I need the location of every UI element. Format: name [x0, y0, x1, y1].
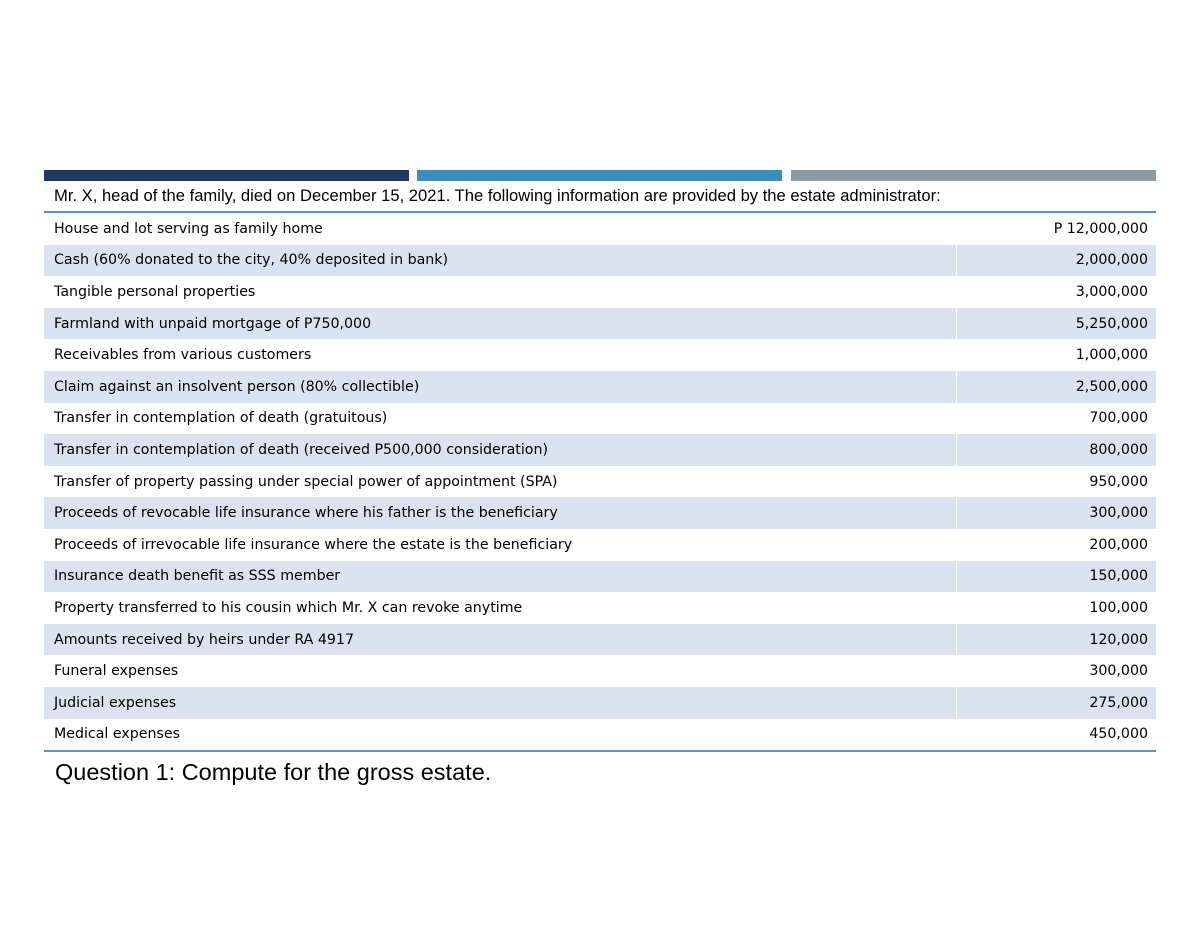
- table-row: [44, 371, 1156, 403]
- table-row: [44, 624, 1156, 656]
- table-row: [44, 655, 1156, 687]
- item-amount: 950,000: [1089, 473, 1148, 490]
- item-amount: 450,000: [1089, 726, 1148, 743]
- item-label: Transfer of property passing under special power of appointment (SPA): [54, 473, 558, 490]
- item-amount: 275,000: [956, 687, 1156, 719]
- item-amount: P 12,000,000: [1053, 220, 1148, 237]
- table-row: [44, 529, 1156, 561]
- table-row: [44, 245, 1156, 277]
- question-text: Question 1: Compute for the gross estate.: [55, 759, 492, 785]
- item-amount: 2,000,000: [956, 245, 1156, 277]
- table-row: [44, 403, 1156, 435]
- accent-bar-blue: [417, 170, 782, 181]
- table-row: [44, 213, 1156, 245]
- item-amount: 5,250,000: [956, 308, 1156, 340]
- item-label: Transfer in contemplation of death (gratuitous): [54, 410, 388, 427]
- item-amount: 300,000: [1089, 663, 1148, 680]
- item-label: House and lot serving as family home: [54, 220, 323, 237]
- table-row: [44, 561, 1156, 593]
- accent-bar-navy: [44, 170, 409, 181]
- item-label: Insurance death benefit as SSS member: [54, 568, 341, 585]
- item-amount: 700,000: [1089, 410, 1148, 427]
- estate-items-table: [44, 211, 1156, 752]
- item-label: Transfer in contemplation of death (received P500,000 consideration): [54, 441, 548, 458]
- table-row: [44, 466, 1156, 498]
- item-label: Judicial expenses: [54, 694, 177, 711]
- item-label: Tangible personal properties: [54, 283, 256, 300]
- item-amount: 3,000,000: [1075, 283, 1148, 300]
- item-label: Amounts received by heirs under RA 4917: [54, 631, 354, 648]
- item-label: Cash (60% donated to the city, 40% deposited in bank): [54, 252, 449, 269]
- table-row: [44, 276, 1156, 308]
- table-row: [44, 339, 1156, 371]
- item-label: Property transferred to his cousin which Mr. X can revoke anytime: [54, 599, 523, 616]
- item-amount: 200,000: [1089, 536, 1148, 553]
- item-amount: 100,000: [1089, 599, 1148, 616]
- item-label: Proceeds of irrevocable life insurance where the estate is the beneficiary: [54, 536, 573, 553]
- table-row: [44, 497, 1156, 529]
- item-label: Claim against an insolvent person (80% collectible): [54, 378, 420, 395]
- table-row: [44, 687, 1156, 719]
- header-accent-bars: [44, 170, 1156, 181]
- item-amount: 800,000: [956, 434, 1156, 466]
- item-label: Receivables from various customers: [54, 347, 312, 364]
- table-row: [44, 719, 1156, 751]
- item-amount: 120,000: [956, 624, 1156, 656]
- table-row: [44, 592, 1156, 624]
- item-label: Funeral expenses: [54, 663, 179, 680]
- table-row: [44, 434, 1156, 466]
- item-amount: 1,000,000: [1075, 347, 1148, 364]
- item-label: Farmland with unpaid mortgage of P750,000: [54, 315, 372, 332]
- table-row: [44, 308, 1156, 340]
- accent-bar-gray: [791, 170, 1156, 181]
- item-amount: 150,000: [956, 561, 1156, 593]
- problem-statement: Mr. X, head of the family, died on December 15, 2021. The following information are provided by the estate administrator:: [54, 186, 941, 205]
- item-label: Medical expenses: [54, 726, 180, 743]
- item-amount: 2,500,000: [956, 371, 1156, 403]
- item-amount: 300,000: [956, 497, 1156, 529]
- item-label: Proceeds of revocable life insurance where his father is the beneficiary: [54, 505, 558, 522]
